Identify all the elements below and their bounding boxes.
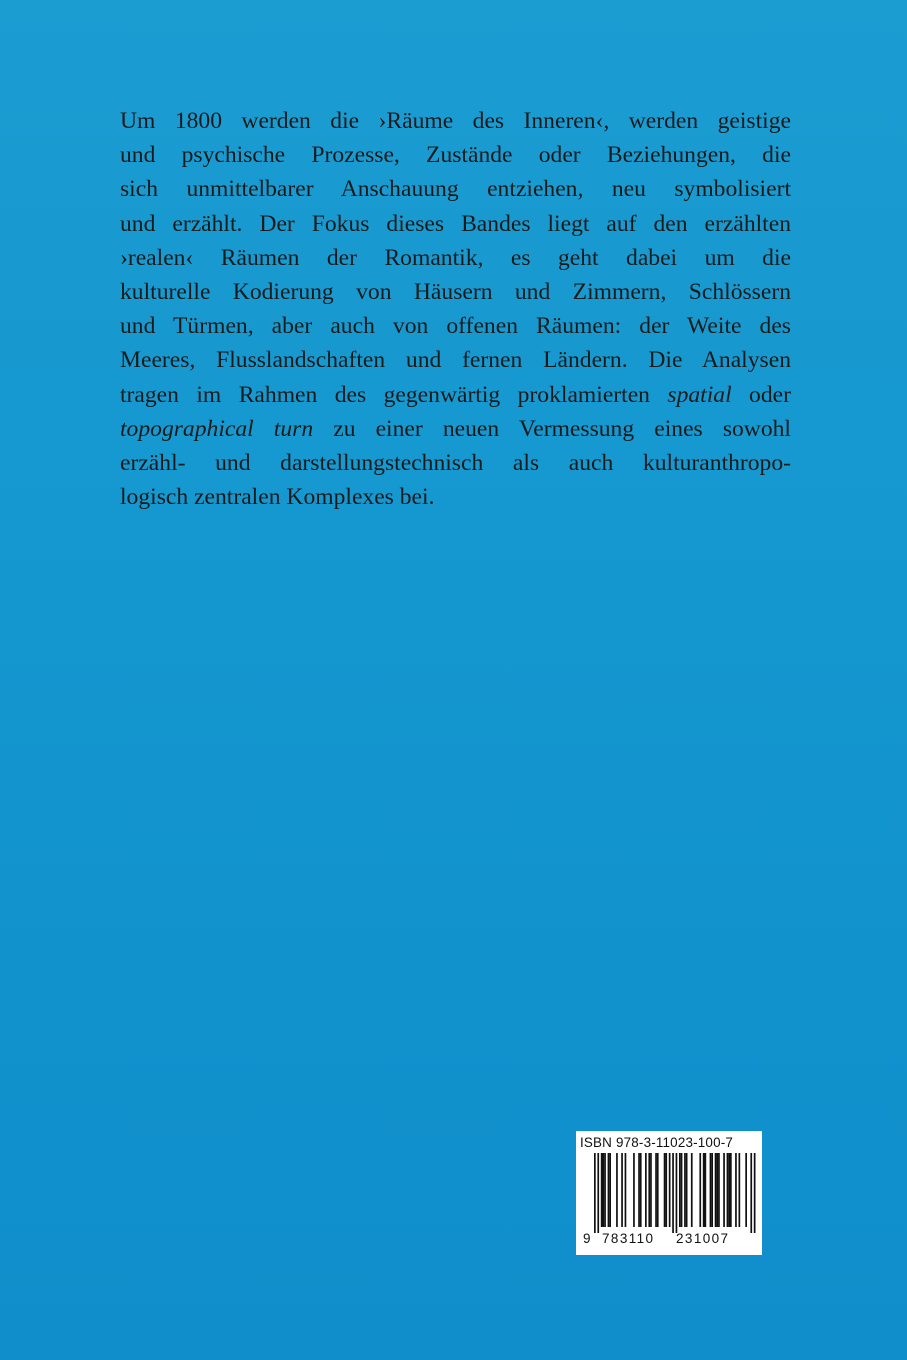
blurb-line: Um 1800 werden die ›Räume des Inneren‹, werden geistige: [120, 108, 791, 134]
blurb-line: kulturelle Kodierung von Häusern und Zimmern, Schlössern: [120, 279, 791, 306]
barcode-bar: [665, 1153, 667, 1227]
barcode-bar: [633, 1153, 635, 1227]
blurb-segment: oder: [731, 381, 791, 408]
blurb-line: Meeres, Flusslandschaften und fernen Ländern. Die Analysen: [120, 347, 791, 374]
blurb-italic-term: topographical turn: [120, 415, 314, 442]
barcode-bar: [703, 1153, 705, 1227]
blurb-line: und erzählt. Der Fokus dieses Bandes liegt auf den erzählten: [120, 210, 791, 237]
barcode-bar: [711, 1153, 713, 1227]
blurb-segment: zu einer neuen Vermessung eines sowohl: [313, 415, 791, 442]
barcode-bar: [710, 1153, 712, 1227]
barcode-bar: [616, 1153, 618, 1227]
blurb-line: und Türmen, aber auch von offenen Räumen: der Weite des: [120, 313, 791, 340]
barcode-bar: [608, 1153, 610, 1227]
barcode-bar: [603, 1153, 605, 1227]
barcode-bar: [601, 1153, 603, 1227]
barcode-bar: [754, 1153, 756, 1233]
barcode-bar: [648, 1153, 650, 1227]
barcode-bar: [640, 1153, 642, 1227]
blurb-line: ›realen‹ Räumen der Romantik, es geht dabei um die: [120, 244, 791, 271]
barcode-bar: [594, 1153, 596, 1233]
barcode-bar: [730, 1153, 732, 1227]
blurb-line: sich unmittelbarer Anschauung entziehen, neu symbolisiert: [120, 176, 791, 203]
blurb-line: [120, 412, 791, 446]
barcode-bar: [691, 1153, 693, 1227]
blurb-line: erzähl- und darstellungstechnisch als auch kulturanthropo-: [120, 450, 791, 477]
barcode-bars: [576, 1153, 762, 1237]
barcode-bar: [739, 1153, 741, 1227]
barcode-bar: [638, 1153, 640, 1227]
barcode-bar: [699, 1153, 701, 1227]
barcode-bar: [745, 1153, 747, 1227]
isbn-barcode-block: [576, 1131, 762, 1255]
barcode-right-digits: 231007: [676, 1231, 730, 1246]
barcode-bar: [716, 1153, 718, 1227]
barcode-bar: [750, 1153, 752, 1233]
barcode-bar: [672, 1153, 674, 1233]
barcode-bar: [723, 1153, 725, 1227]
barcode-bar: [676, 1153, 678, 1233]
blurb-italic-term: spatial: [667, 381, 732, 408]
barcode-bar: [621, 1153, 623, 1227]
barcode-bar: [686, 1153, 688, 1227]
blurb-line: [120, 378, 791, 412]
barcode-bar: [657, 1153, 659, 1227]
barcode-bar: [669, 1153, 671, 1227]
blurb-segment: tragen im Rahmen des gegenwärtig proklamierten: [120, 381, 668, 408]
isbn-label: ISBN 978-3-11023-100-7: [580, 1135, 734, 1150]
barcode-bar: [705, 1153, 707, 1227]
barcode-bar: [597, 1153, 599, 1233]
barcode-bar: [645, 1153, 647, 1227]
barcode-bar: [727, 1153, 729, 1227]
barcode-bar: [655, 1153, 657, 1227]
barcode-bar: [718, 1153, 720, 1227]
barcode-bar: [604, 1153, 606, 1227]
barcode-bar: [681, 1153, 683, 1227]
barcode-bar: [679, 1153, 681, 1227]
barcode-bar: [609, 1153, 611, 1227]
blurb-text: [120, 104, 791, 514]
barcode-bar: [715, 1153, 717, 1227]
barcode-bar: [728, 1153, 730, 1227]
barcode-left-digits: 783110: [602, 1231, 655, 1246]
barcode-bar: [650, 1153, 652, 1227]
blurb-line: logisch zentralen Komplexes bei.: [120, 484, 435, 511]
barcode-bar: [735, 1153, 737, 1227]
blurb-line: und psychische Prozesse, Zustände oder Beziehungen, die: [120, 142, 791, 169]
barcode-bar: [625, 1153, 627, 1227]
barcode-bar: [684, 1153, 686, 1227]
barcode-lead-digit: 9: [583, 1231, 592, 1246]
barcode-bar: [664, 1153, 666, 1227]
